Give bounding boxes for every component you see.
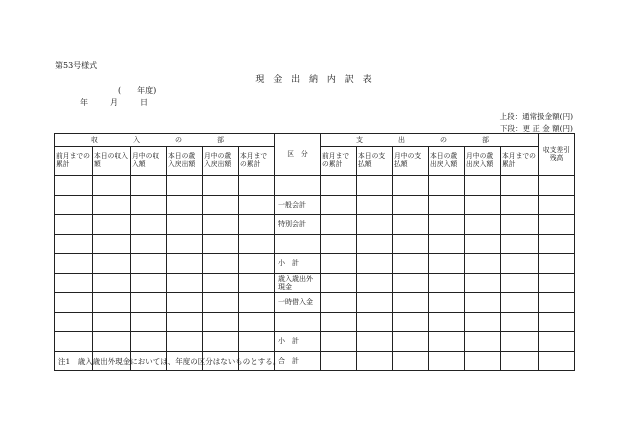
receipt-amount-cell: [131, 176, 167, 196]
balance-header: 収支差引残高: [539, 134, 575, 176]
category-cell: [275, 234, 321, 254]
cash-ledger-table: [54, 133, 575, 371]
category-header: 区 分: [275, 134, 321, 176]
receipt-column-header: 本日の歳入戻出額: [167, 147, 203, 176]
receipts-section-header: 収 入 の 部: [55, 134, 275, 147]
receipt-amount-cell: [239, 176, 275, 196]
payment-amount-cell: [465, 234, 501, 254]
receipt-amount-cell: [167, 332, 203, 352]
payment-amount-cell: [393, 332, 429, 352]
upper-row-note: 上段：通常扱金額(円): [499, 112, 573, 121]
table-row: [55, 195, 575, 215]
payment-column-header: 月中の支払額: [393, 147, 429, 176]
table-row: [55, 332, 575, 352]
receipt-amount-cell: [93, 176, 131, 196]
payment-amount-cell: [357, 293, 393, 313]
payment-amount-cell: [357, 215, 393, 235]
payment-amount-cell: [393, 293, 429, 313]
payment-amount-cell: [501, 254, 539, 274]
payment-amount-cell: [465, 176, 501, 196]
category-cell: [275, 312, 321, 332]
receipt-amount-cell: [167, 195, 203, 215]
receipt-amount-cell: [131, 234, 167, 254]
receipt-amount-cell: [55, 312, 93, 332]
balance-amount-cell: [539, 215, 575, 235]
payment-amount-cell: [357, 351, 393, 371]
payment-amount-cell: [429, 332, 465, 352]
table-row: [55, 254, 575, 274]
month-label: 月: [110, 98, 118, 107]
payments-section-header: 支 出 の 部: [321, 134, 539, 147]
receipt-column-header: 前月までの累計: [55, 147, 93, 176]
payment-amount-cell: [321, 273, 357, 293]
payment-amount-cell: [429, 351, 465, 371]
table-row: [55, 312, 575, 332]
payment-amount-cell: [321, 293, 357, 313]
table-row: [55, 273, 575, 293]
receipt-amount-cell: [167, 215, 203, 235]
payment-amount-cell: [357, 234, 393, 254]
receipt-amount-cell: [239, 312, 275, 332]
receipt-amount-cell: [55, 332, 93, 352]
receipt-amount-cell: [93, 215, 131, 235]
balance-amount-cell: [539, 332, 575, 352]
receipt-amount-cell: [93, 273, 131, 293]
balance-amount-cell: [539, 273, 575, 293]
receipt-amount-cell: [93, 293, 131, 313]
payment-amount-cell: [465, 254, 501, 274]
category-cell: 特別会計: [275, 215, 321, 235]
payment-column-header: 本日の歳出戻入額: [429, 147, 465, 176]
category-cell: 歳入歳出外現金: [275, 273, 321, 293]
document-title: 現 金 出 納 内 訳 表: [255, 75, 375, 85]
payment-amount-cell: [357, 273, 393, 293]
payment-amount-cell: [393, 215, 429, 235]
table-row: [55, 176, 575, 196]
payment-amount-cell: [321, 234, 357, 254]
payment-amount-cell: [321, 254, 357, 274]
receipt-amount-cell: [203, 215, 239, 235]
receipt-column-header: 本日の収入額: [93, 147, 131, 176]
payment-amount-cell: [501, 273, 539, 293]
category-cell: [275, 176, 321, 196]
receipt-column-header: 月中の収入額: [131, 147, 167, 176]
payment-amount-cell: [429, 312, 465, 332]
footnote: 注1 歳入歳出外現金においては、年度の区分はないものとする。: [58, 357, 281, 366]
payment-amount-cell: [393, 176, 429, 196]
payment-amount-cell: [321, 312, 357, 332]
receipt-amount-cell: [131, 195, 167, 215]
receipt-amount-cell: [239, 254, 275, 274]
table-row: [55, 293, 575, 313]
receipt-amount-cell: [93, 195, 131, 215]
receipt-amount-cell: [93, 254, 131, 274]
receipt-amount-cell: [55, 195, 93, 215]
receipt-amount-cell: [239, 293, 275, 313]
receipt-amount-cell: [131, 215, 167, 235]
payment-amount-cell: [393, 312, 429, 332]
payment-amount-cell: [393, 351, 429, 371]
payment-amount-cell: [465, 332, 501, 352]
payment-amount-cell: [429, 195, 465, 215]
receipt-amount-cell: [239, 273, 275, 293]
receipt-amount-cell: [167, 312, 203, 332]
receipt-amount-cell: [131, 293, 167, 313]
table-row: [55, 215, 575, 235]
receipt-amount-cell: [131, 273, 167, 293]
balance-amount-cell: [539, 176, 575, 196]
payment-amount-cell: [357, 176, 393, 196]
table-row: [55, 234, 575, 254]
payment-amount-cell: [429, 273, 465, 293]
payment-amount-cell: [393, 273, 429, 293]
receipt-amount-cell: [203, 254, 239, 274]
payment-amount-cell: [321, 195, 357, 215]
payment-amount-cell: [465, 195, 501, 215]
receipt-amount-cell: [93, 332, 131, 352]
receipt-amount-cell: [55, 234, 93, 254]
payment-amount-cell: [357, 332, 393, 352]
payment-amount-cell: [429, 234, 465, 254]
receipt-amount-cell: [203, 195, 239, 215]
payment-amount-cell: [501, 332, 539, 352]
payment-amount-cell: [501, 215, 539, 235]
payment-amount-cell: [357, 254, 393, 274]
fiscal-year-field: ( 年度): [118, 86, 157, 95]
receipt-amount-cell: [55, 293, 93, 313]
payment-amount-cell: [357, 195, 393, 215]
payment-column-header: 本日の支払額: [357, 147, 393, 176]
payment-amount-cell: [465, 351, 501, 371]
receipt-amount-cell: [239, 234, 275, 254]
receipt-amount-cell: [93, 312, 131, 332]
receipt-amount-cell: [167, 273, 203, 293]
balance-amount-cell: [539, 195, 575, 215]
receipt-amount-cell: [131, 312, 167, 332]
payment-amount-cell: [321, 332, 357, 352]
payment-amount-cell: [465, 215, 501, 235]
receipt-amount-cell: [55, 176, 93, 196]
date-line: [80, 97, 148, 108]
payment-amount-cell: [501, 293, 539, 313]
payment-amount-cell: [393, 254, 429, 274]
receipt-amount-cell: [203, 176, 239, 196]
payment-amount-cell: [501, 234, 539, 254]
receipt-amount-cell: [239, 215, 275, 235]
payment-amount-cell: [357, 312, 393, 332]
balance-amount-cell: [539, 351, 575, 371]
day-label: 日: [140, 98, 148, 107]
payment-amount-cell: [321, 351, 357, 371]
category-cell: 小 計: [275, 332, 321, 352]
payment-column-header: 前月までの累計: [321, 147, 357, 176]
payment-amount-cell: [501, 176, 539, 196]
category-cell: 一時借入金: [275, 293, 321, 313]
payment-column-header: 月中の歳出戻入額: [465, 147, 501, 176]
receipt-amount-cell: [55, 273, 93, 293]
receipt-amount-cell: [167, 293, 203, 313]
payment-amount-cell: [501, 195, 539, 215]
balance-amount-cell: [539, 234, 575, 254]
balance-amount-cell: [539, 254, 575, 274]
receipt-amount-cell: [167, 234, 203, 254]
payment-amount-cell: [465, 293, 501, 313]
payment-amount-cell: [429, 293, 465, 313]
receipt-amount-cell: [55, 215, 93, 235]
receipt-amount-cell: [203, 332, 239, 352]
payment-amount-cell: [465, 312, 501, 332]
lower-row-note: 下段：更 正 金 額(円): [499, 124, 573, 133]
form-number: 第53号様式: [55, 61, 98, 70]
receipt-amount-cell: [203, 273, 239, 293]
receipt-amount-cell: [167, 176, 203, 196]
payment-amount-cell: [429, 215, 465, 235]
payment-column-header: 本月までの累計: [501, 147, 539, 176]
year-label: 年: [80, 98, 88, 107]
receipt-amount-cell: [167, 254, 203, 274]
category-cell: 小 計: [275, 254, 321, 274]
payment-amount-cell: [429, 254, 465, 274]
receipt-column-header: 月中の歳入戻出額: [203, 147, 239, 176]
receipt-amount-cell: [203, 234, 239, 254]
payment-amount-cell: [321, 215, 357, 235]
payment-amount-cell: [393, 234, 429, 254]
payment-amount-cell: [501, 312, 539, 332]
payment-amount-cell: [429, 176, 465, 196]
receipt-amount-cell: [131, 254, 167, 274]
payment-amount-cell: [393, 195, 429, 215]
receipt-amount-cell: [93, 234, 131, 254]
receipt-amount-cell: [55, 254, 93, 274]
balance-amount-cell: [539, 293, 575, 313]
receipt-amount-cell: [203, 312, 239, 332]
category-cell: 合 計: [275, 351, 321, 371]
balance-amount-cell: [539, 312, 575, 332]
category-cell: 一般会計: [275, 195, 321, 215]
payment-amount-cell: [465, 273, 501, 293]
payment-amount-cell: [321, 176, 357, 196]
receipt-amount-cell: [203, 293, 239, 313]
receipt-column-header: 本月までの累計: [239, 147, 275, 176]
receipt-amount-cell: [131, 332, 167, 352]
receipt-amount-cell: [239, 332, 275, 352]
payment-amount-cell: [501, 351, 539, 371]
receipt-amount-cell: [239, 195, 275, 215]
